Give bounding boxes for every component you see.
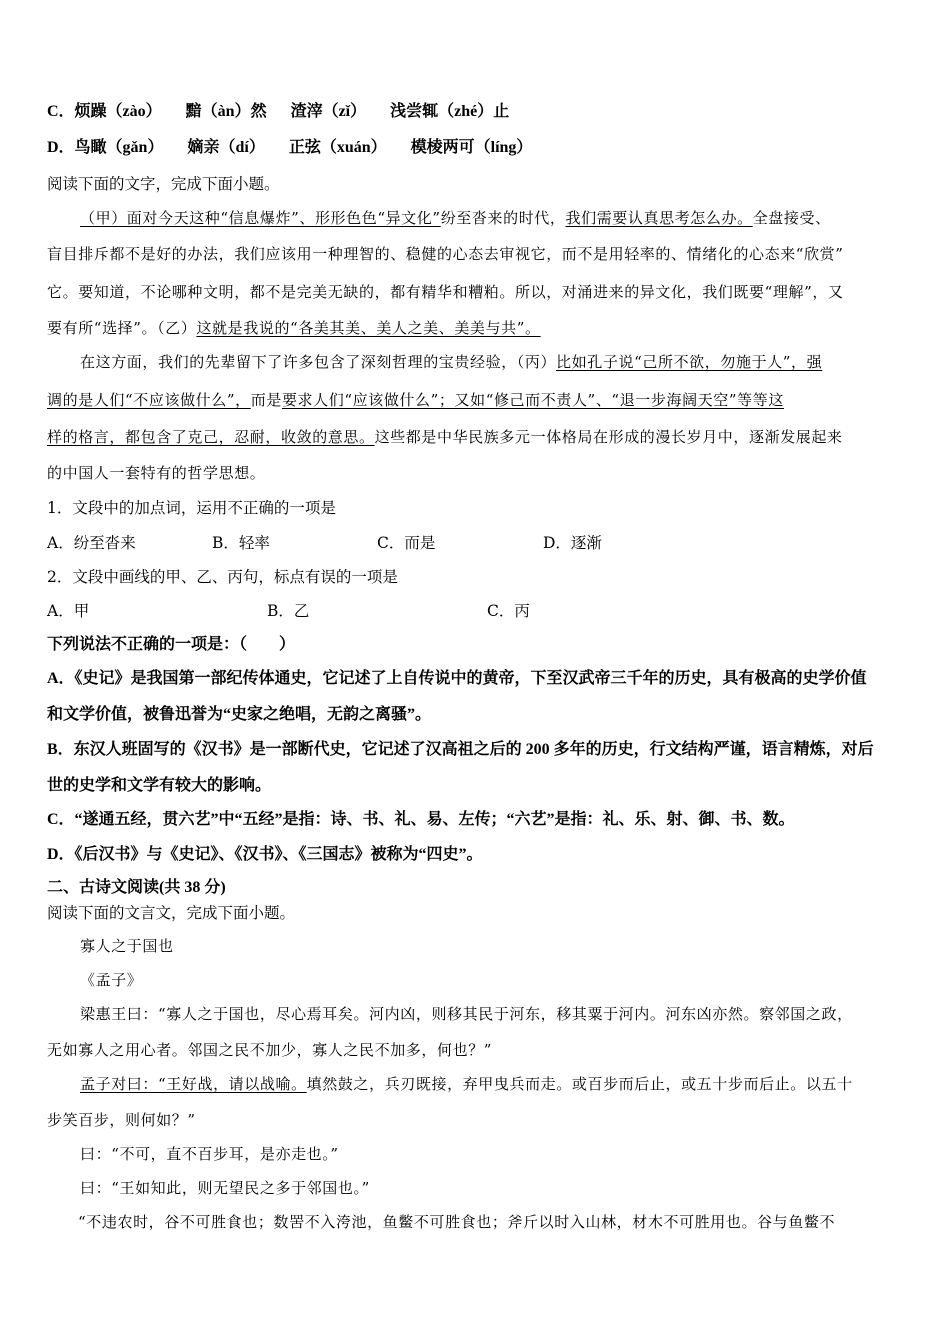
underlined-sentence-jia: 我们需要认真思考怎么办。 bbox=[565, 209, 753, 227]
question-2-option-b[interactable]: B．乙 bbox=[267, 602, 310, 620]
passage-text: 纷至沓来的时代， bbox=[440, 209, 566, 227]
option-c-item: 浅尝辄（zhé）止 bbox=[390, 103, 510, 120]
question-2-option-c[interactable]: C．丙 bbox=[487, 602, 530, 620]
option-c-row bbox=[47, 102, 533, 122]
option-d-item: 嫡亲（dí） bbox=[187, 139, 265, 156]
classical-text-line bbox=[80, 1074, 853, 1094]
classical-text-line: 曰：“王如知此，则无望民之多于邻国也。” bbox=[80, 1179, 370, 1197]
question-3-option-a-cont: 和文学价值，被鲁迅誉为“史家之绝唱，无韵之离骚”。 bbox=[47, 706, 432, 723]
passage-text: 全盘接受、 bbox=[752, 209, 831, 227]
underlined-sentence-bing: 样的格言，都包含了克己，忍耐，收敛的意思。 bbox=[47, 428, 375, 446]
underlined-sentence-bing: 比如孔子说“己所不欲，勿施于人”，强 bbox=[556, 353, 823, 371]
classical-text-line: 无如寡人之用心者。邻国之民不加少，寡人之民不加多，何也？” bbox=[47, 1041, 493, 1059]
question-3-option-a[interactable]: A．《史记》是我国第一部纪传体通史，它记述了上自传说中的黄帝，下至汉武帝三千年的历史，具有极高的史学价值 bbox=[47, 670, 867, 687]
question-1-option-a[interactable]: A．纷至沓来 bbox=[47, 534, 136, 552]
passage-line: 的中国人一套特有的哲学思想。 bbox=[47, 464, 266, 482]
option-d-item: D．鸟瞰（gǎn） bbox=[47, 139, 164, 156]
question-3-stem: 下列说法不正确的一项是：（ ） bbox=[47, 636, 296, 653]
underlined-sentence-jia: （甲）面对今天这种“信息爆炸”、形形色色“异文化” bbox=[80, 209, 441, 227]
section-2-heading: 二、古诗文阅读(共 38 分) bbox=[47, 879, 226, 896]
passage-line bbox=[47, 390, 784, 410]
passage-line bbox=[47, 427, 843, 447]
question-3-option-b[interactable]: B．东汉人班固写的《汉书》是一部断代史，它记述了汉高祖之后的 200 多年的历史，行文结构严谨，语言精炼，对后 bbox=[47, 741, 874, 758]
section-2-intro: 阅读下面的文言文，完成下面小题。 bbox=[47, 904, 296, 922]
underlined-sentence-yi: 这就是我说的“各美其美、美人之美、美美与共”。 bbox=[196, 319, 541, 337]
passage-text: 填然鼓之，兵刃既接，弃甲曳兵而走。或百步而后止，或五十步而后止。以五十 bbox=[306, 1075, 853, 1093]
underlined-sentence: 孟子对曰：“王好战，请以战喻。 bbox=[80, 1075, 307, 1093]
question-3-option-d[interactable]: D．《后汉书》与《史记》、《汉书》、《三国志》被称为“四史”。 bbox=[47, 846, 483, 863]
question-1-option-d[interactable]: D．逐渐 bbox=[543, 534, 602, 552]
option-c-item: 渣滓（zǐ） bbox=[290, 103, 367, 120]
question-2-stem: 2．文段中画线的甲、乙、丙句，标点有误的一项是 bbox=[47, 568, 398, 586]
passage-text: 而是 bbox=[250, 391, 282, 409]
classical-text-title: 寡人之于国也 bbox=[80, 937, 174, 955]
question-1-stem: 1．文段中的加点词，运用不正确的一项是 bbox=[47, 499, 336, 517]
classical-text-line: 步笑百步，则何如？” bbox=[47, 1111, 196, 1129]
passage-line: 盲目排斥都不是好的办法，我们应该用一种理智的、稳健的心态去审视它，而不是用轻率的、情绪化的心态来“欣赏” bbox=[47, 245, 844, 263]
option-d-item: 正弦（xuán） bbox=[288, 139, 387, 156]
option-d-item: 模棱两可（líng） bbox=[410, 139, 533, 156]
question-2-option-a[interactable]: A．甲 bbox=[47, 602, 90, 620]
question-1-option-c[interactable]: C．而是 bbox=[377, 534, 436, 552]
question-3-option-c[interactable]: C．“遂通五经，贯六艺”中“五经”是指：诗、书、礼、易、左传；“六艺”是指：礼、乐、射、御、书、数。 bbox=[47, 811, 795, 828]
classical-text-line: 曰：“不可，直不百步耳，是亦走也。” bbox=[80, 1145, 339, 1163]
question-1-option-b[interactable]: B．轻率 bbox=[212, 534, 270, 552]
option-c-item: 黯（àn）然 bbox=[185, 103, 267, 120]
passage-text: 这些都是中华民族多元一体格局在形成的漫长岁月中，逐渐发展起来 bbox=[374, 428, 843, 446]
option-c-item: C．烦躁（zào） bbox=[47, 103, 162, 120]
classical-text-line: “不违农时，谷不可胜食也；数罟不入洿池，鱼鳖不可胜食也；斧斤以时入山林，材木不可胜用也。谷与鱼鳖不 bbox=[78, 1213, 836, 1231]
passage-line bbox=[80, 352, 822, 372]
reading-intro: 阅读下面的文字，完成下面小题。 bbox=[47, 175, 280, 193]
underlined-sentence-bing: 调的是人们“不应该做什么”， bbox=[47, 391, 251, 409]
passage-line bbox=[80, 208, 831, 228]
passage-line bbox=[47, 318, 541, 338]
question-3-option-b-cont: 世的史学和文学有较大的影响。 bbox=[47, 777, 272, 794]
classical-text-source: 《孟子》 bbox=[80, 971, 143, 989]
passage-line: 它。要知道，不论哪种文明，都不是完美无缺的，都有精华和糟粕。所以，对涌进来的异文化，我们既要“理解”，又 bbox=[47, 283, 844, 301]
option-d-row bbox=[47, 138, 556, 158]
classical-text-line: 梁惠王曰：“寡人之于国也，尽心焉耳矣。河内凶，则移其民于河东，移其粟于河内。河东凶亦然。察邻国之政， bbox=[80, 1005, 853, 1023]
underlined-sentence-bing: 要求人们“应该做什么”；又如“修己而不责人”、“退一步海阔天空”等等这 bbox=[281, 391, 784, 409]
passage-text: 要有所“选择”。（乙） bbox=[47, 319, 197, 337]
passage-text: 在这方面，我们的先辈留下了许多包含了深刻哲理的宝贵经验，（丙） bbox=[80, 353, 557, 371]
